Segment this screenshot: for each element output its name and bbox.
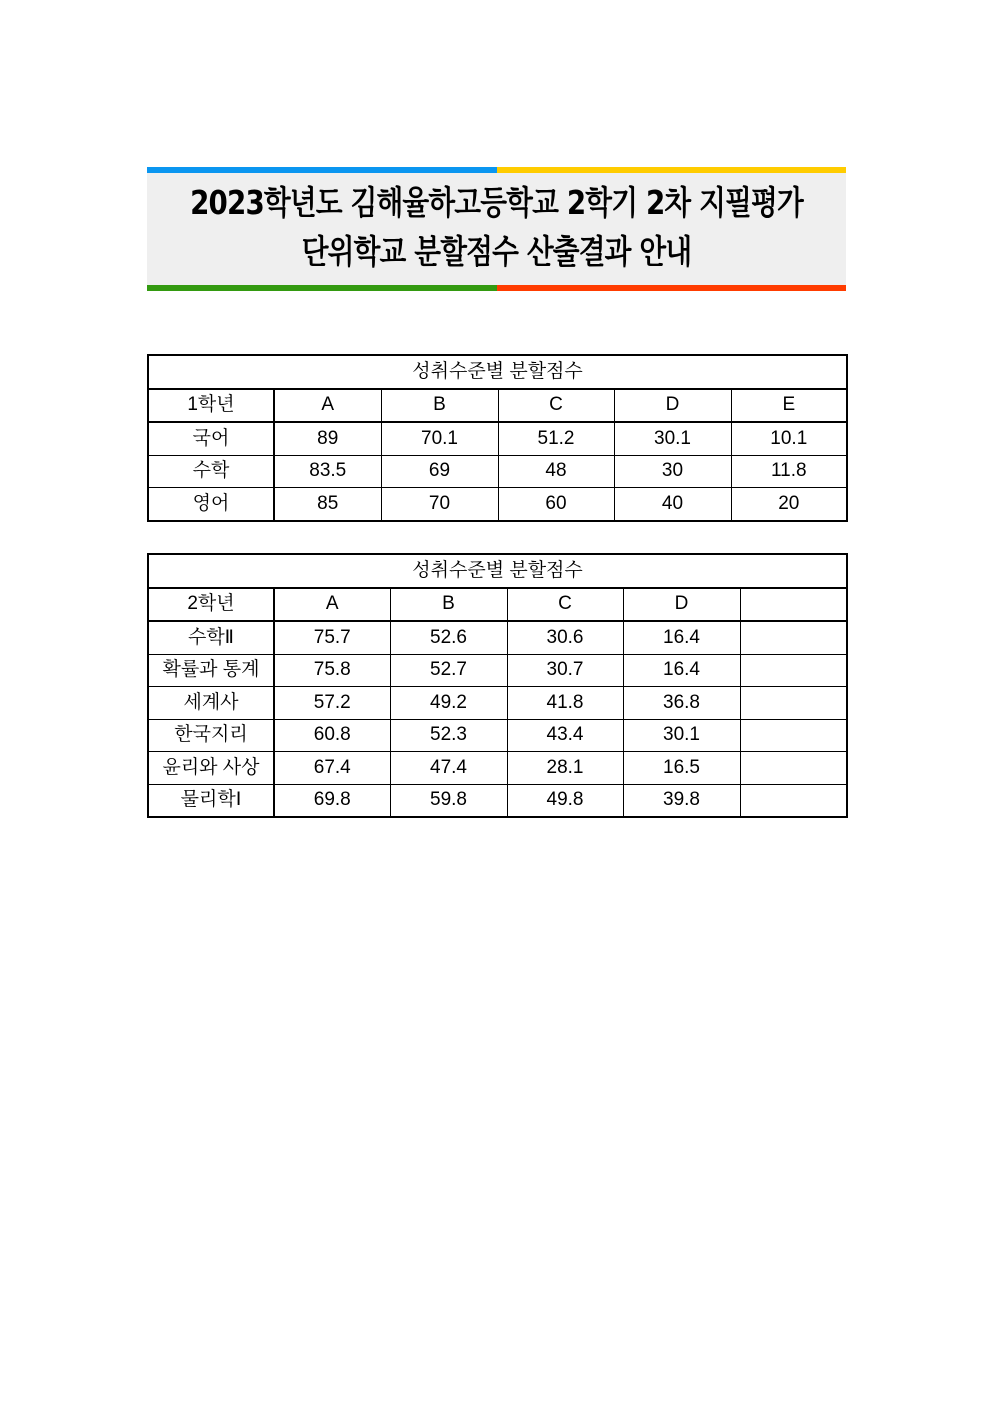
table-row [148, 654, 847, 687]
table-row [148, 422, 847, 455]
score-cell: 52.3 [390, 719, 507, 752]
score-cell [740, 784, 847, 817]
score-cell: 20 [731, 488, 847, 521]
title-banner [147, 167, 846, 291]
score-cell: 60 [498, 488, 614, 521]
caption-row [148, 355, 847, 389]
subject-cell: 세계사 [148, 687, 274, 720]
level-header: E [731, 389, 847, 423]
bottom-left-bar [147, 285, 497, 291]
score-cell: 47.4 [390, 752, 507, 785]
score-cell: 49.8 [507, 784, 623, 817]
subject-cell: 영어 [148, 488, 274, 521]
score-cell: 16.5 [623, 752, 740, 785]
table-row [148, 752, 847, 785]
score-cell: 30 [614, 455, 731, 488]
subject-cell: 수학 [148, 455, 274, 488]
bottom-right-bar [497, 285, 847, 291]
score-cell: 69.8 [274, 784, 390, 817]
table-row [148, 687, 847, 720]
score-cell: 41.8 [507, 687, 623, 720]
level-header: A [274, 588, 390, 622]
title-line-2: 단위학교 분할점수 산출결과 안내 [301, 232, 692, 271]
score-cell: 83.5 [274, 455, 381, 488]
score-cell: 70 [381, 488, 498, 521]
subject-cell: 국어 [148, 422, 274, 455]
level-header: D [614, 389, 731, 423]
grade1-cut-score-table [147, 354, 848, 522]
score-cell: 89 [274, 422, 381, 455]
score-cell: 43.4 [507, 719, 623, 752]
grade-header: 1학년 [148, 389, 274, 423]
score-cell: 30.7 [507, 654, 623, 687]
level-header: B [381, 389, 498, 423]
top-right-bar [497, 167, 847, 173]
subject-cell: 확률과 통계 [148, 654, 274, 687]
score-cell: 30.6 [507, 621, 623, 654]
score-cell: 85 [274, 488, 381, 521]
subject-cell: 수학Ⅱ [148, 621, 274, 654]
score-cell: 30.1 [623, 719, 740, 752]
score-cell: 48 [498, 455, 614, 488]
score-cell: 30.1 [614, 422, 731, 455]
table-row [148, 784, 847, 817]
score-cell [740, 752, 847, 785]
level-header: D [623, 588, 740, 622]
header-row [148, 389, 847, 423]
table-row [148, 621, 847, 654]
table-caption: 성취수준별 분할점수 [148, 355, 847, 389]
level-header: C [507, 588, 623, 622]
level-header [740, 588, 847, 622]
score-cell: 52.6 [390, 621, 507, 654]
level-header: B [390, 588, 507, 622]
score-cell: 70.1 [381, 422, 498, 455]
score-cell: 59.8 [390, 784, 507, 817]
score-cell: 49.2 [390, 687, 507, 720]
score-cell: 40 [614, 488, 731, 521]
header-row [148, 588, 847, 622]
score-cell: 69 [381, 455, 498, 488]
score-cell: 67.4 [274, 752, 390, 785]
score-cell [740, 719, 847, 752]
table-caption: 성취수준별 분할점수 [148, 554, 847, 588]
grade2-cut-score-table [147, 553, 848, 818]
subject-cell: 한국지리 [148, 719, 274, 752]
score-cell: 28.1 [507, 752, 623, 785]
grade-header: 2학년 [148, 588, 274, 622]
top-left-bar [147, 167, 497, 173]
title-line-1: 2023학년도 김해율하고등학교 2학기 2차 지필평가 [190, 183, 803, 222]
score-cell [740, 654, 847, 687]
score-cell [740, 621, 847, 654]
level-header: C [498, 389, 614, 423]
table-row [148, 488, 847, 521]
score-cell: 16.4 [623, 654, 740, 687]
score-cell [740, 687, 847, 720]
score-cell: 16.4 [623, 621, 740, 654]
score-cell: 39.8 [623, 784, 740, 817]
score-cell: 75.7 [274, 621, 390, 654]
score-cell: 52.7 [390, 654, 507, 687]
caption-row [148, 554, 847, 588]
score-cell: 51.2 [498, 422, 614, 455]
score-cell: 57.2 [274, 687, 390, 720]
table-row [148, 455, 847, 488]
score-cell: 60.8 [274, 719, 390, 752]
subject-cell: 윤리와 사상 [148, 752, 274, 785]
score-cell: 36.8 [623, 687, 740, 720]
score-cell: 75.8 [274, 654, 390, 687]
table-row [148, 719, 847, 752]
subject-cell: 물리학Ⅰ [148, 784, 274, 817]
score-cell: 10.1 [731, 422, 847, 455]
level-header: A [274, 389, 381, 423]
score-cell: 11.8 [731, 455, 847, 488]
